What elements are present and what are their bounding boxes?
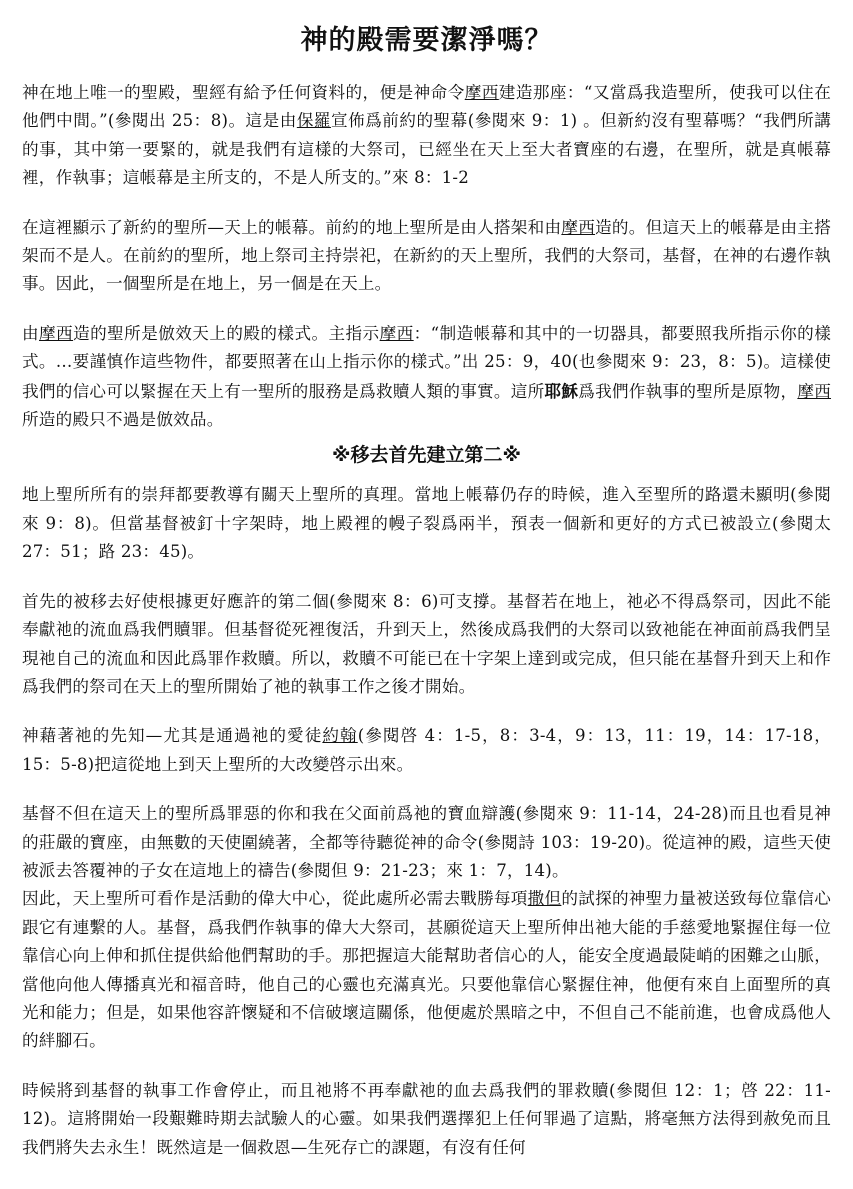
paragraph-gap: [22, 567, 831, 588]
text: 所造的殿只不過是倣效品。: [22, 410, 224, 430]
paragraph-3: [22, 320, 831, 435]
text: (參閱啓 4：1-5，8：3-4，9：13，11：19，14：17-18，15：5-8)把這從地上到天上聖所的大改變啓示出來。: [22, 726, 831, 774]
name-jesus: 耶穌: [544, 380, 579, 401]
name-paul: 保羅: [296, 111, 332, 131]
name-moses: 摩西: [39, 323, 74, 343]
section-subtitle: ※移去首先建立第二※: [332, 444, 521, 467]
text: 宣佈爲前約的聖幕(參閱來 9：1) 。但新約沒有聖幕嗎？“我們所講的事，其中第一要緊的，就是我們有這樣的大祭司，已經坐在天上至大者寶座的右邊，在聖所，就是真帳幕裡，作執事；這帳幕是主所支的，不是人所支的。”來 8：1-2: [22, 111, 832, 188]
text: 神在地上唯一的聖殿，聖經有給予任何資料的，便是神命令: [22, 83, 465, 102]
text: 造的聖所是倣效天上的殿的樣式。主指示: [73, 323, 380, 343]
name-moses: 摩西: [561, 217, 596, 237]
name-moses: 摩西: [379, 323, 414, 343]
name-moses: 摩西: [464, 83, 499, 102]
paragraph-4: 地上聖所所有的崇拜都要教導有關天上聖所的真理。當地上帳幕仍存的時候，進入至聖所的路還未顯明(參閱來 9：8)。但當基督被釘十字架時，地上殿裡的幔子裂爲兩半，預表一個新和更好的方式已被設立(參閱太 27：51；路 23：45)。: [22, 485, 831, 562]
paragraph-9: 時候將到基督的執事工作會停止，而且祂將不再奉獻祂的血去爲我們的罪救贖(參閱但 12：1；啓 22：11-12)。這將開始一段艱難時期去試驗人的心靈。如果我們選擇犯上任何罪過了這點，將毫無方法得到赦免而且我們將失去永生！既然這是一個救恩—生死存亡的課題，有沒有任何: [22, 1080, 831, 1157]
text: 的試探的神聖力量被送致每位靠信心跟它有連繫的人。基督，爲我們作執事的偉大大祭司，甚願從這天上聖所伸出祂大能的手慈愛地緊握住每一位靠信心向上伸和抓住提供給他們幫助的手。那把握這大能幫助者信心的人，能安全度過最陡峭的困難之山脈，當他向他人傳播真光和福音時，他自己的心靈也充滿真光。只要他靠信心緊握住神，他便有來自上面聖所的真光和能力；但是，如果他容許懷疑和不信破壞這關係，他便處於黑暗之中，不但自己不能前進，也會成爲他人的絆腳石。: [22, 889, 831, 1051]
paragraph-gap: [22, 779, 831, 800]
name-john: 約翰: [322, 726, 358, 746]
paragraph-8: [22, 885, 831, 1055]
text: 在這裡顯示了新約的聖所—天上的帳幕。前約的地上聖所是由人搭架和由: [22, 217, 562, 237]
page-title: 神的殿需要潔淨嗎？: [300, 25, 553, 56]
paragraph-7: 基督不但在這天上的聖所爲罪惡的你和我在父面前爲祂的寶血辯護(參閱來 9：11-14，24-28)而且也看見神的莊嚴的寶座，由無數的天使圍繞著，全都等待聽從神的命令(參閱詩 103：19-20)。從這神的殿，這些天使被派去答覆神的子女在這地上的禱告(參閱但 9：21-23；來 1：7，14)。: [22, 804, 831, 880]
paragraph-gap: [22, 299, 831, 320]
text: 因此，天上聖所可看作是活動的偉大中心，從此處所必需去戰勝每項: [22, 889, 528, 909]
paragraph-gap: [22, 434, 831, 436]
text: 造的。但這天上的帳幕是由主搭架而不是人。在前約的聖所，地上祭司主持崇祀，在新約的天上聖所，我們的大祭司，基督，在神的右邊作執事。因此，一個聖所是在地上，另一個是在天上。: [22, 217, 831, 294]
paragraph-5: 首先的被移去好使根據更好應許的第二個(參閱來 8：6)可支撐。基督若在地上，祂必不得爲祭司，因此不能奉獻祂的流血爲我們贖罪。但基督從死裡復活，升到天上，然後成爲我們的大祭司以致祂能在神面前爲我們呈現祂自己的流血和因此爲罪作救贖。所以，救贖不可能已在十字架上達到或完成，但只能在基督升到天上和作爲我們的祭司在天上的聖所開始了祂的執事工作之後才開始。: [22, 591, 831, 696]
paragraph-gap: [22, 701, 831, 722]
name-moses: 摩西: [797, 381, 832, 401]
paragraph-2: [22, 214, 831, 299]
text: 爲我們作執事的聖所是原物，: [578, 381, 798, 401]
paragraph-gap: [22, 1056, 831, 1077]
paragraph-gap: [22, 193, 831, 214]
name-satan: 撒但: [527, 889, 562, 909]
text: 由: [22, 323, 40, 343]
paragraph-1: [22, 79, 831, 193]
text: ：“制造帳幕和其中的一切器具，都要照我所指示你的樣式。…要謹慎作這些物件，都要照著在山上指示你的樣式。”出 25：9，40(也參閱來 9：23，8：5)。這樣使我們的信心可以緊握在天上有一聖所的服務是爲救贖人類的事實。這所: [22, 323, 831, 401]
text: 建造那座：“又當爲我造聖所，使我可以住在他們中間。”(參閱出 25：8)。這是由: [22, 83, 832, 131]
paragraph-6: [22, 722, 831, 779]
text: 神藉著祂的先知—尤其是通過祂的愛徒: [22, 726, 323, 746]
